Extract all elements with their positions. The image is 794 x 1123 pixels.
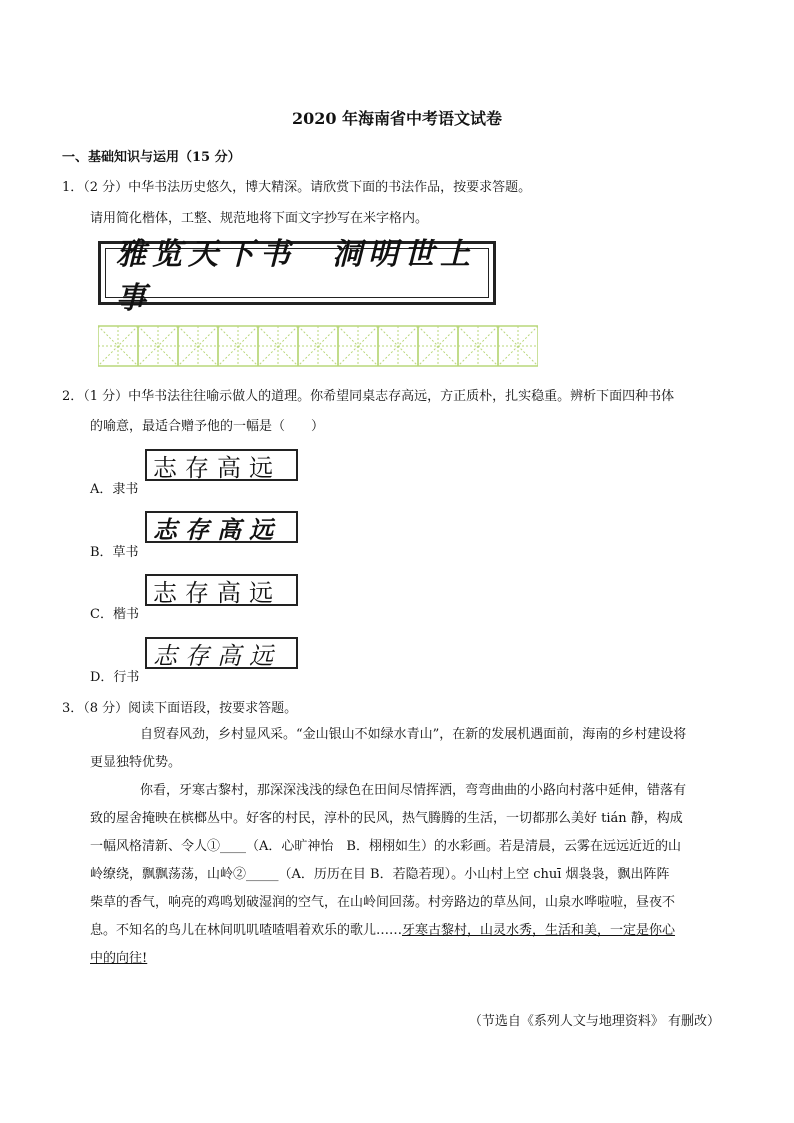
p2-line-d: 岭缭绕，飘飘荡荡，山岭②_____（A．历历在目 B．若隐若现）。小山村上空 chuī 烟袅袅，飘出阵阵 bbox=[90, 867, 670, 882]
p1-line-b: 更显独特优势。 bbox=[90, 755, 182, 770]
calligraphy-text: 雅览天下书 洞明世上事 bbox=[116, 237, 476, 316]
p2-line-f-underlined: 牙寒古黎村，山灵水秀，生活和美，一定是你心 bbox=[402, 923, 676, 938]
q3-line1: 3．（8 分）阅读下面语段，按要求答题。 bbox=[62, 701, 298, 716]
option-a-image bbox=[145, 449, 298, 481]
q2-line1: 2．（1 分）中华书法往往喻示做人的道理。你希望同桌志存高远，方正质朴，扎实稳重。辨析下面四种书体 bbox=[62, 389, 675, 404]
p2-line-f bbox=[90, 917, 730, 945]
option-b-image bbox=[145, 511, 298, 543]
p2-line-c: 一幅风格清新、令人①____（A．心旷神怡 B．栩栩如生）的水彩画。若是清晨，云雾在远远近近的山 bbox=[90, 839, 681, 854]
option-c-text: 志存高远 bbox=[153, 578, 281, 607]
p1-line-a: 自贸春风劲，乡村显风采。“金山银山不如绿水青山”，在新的发展机遇面前，海南的乡村建设将 bbox=[140, 727, 687, 742]
calligraphy-banner bbox=[98, 237, 496, 316]
option-d-label: D．行书 bbox=[90, 670, 140, 685]
option-c-image bbox=[145, 574, 298, 606]
p2-line-g bbox=[90, 945, 730, 973]
p2-line-f-plain: 息。不知名的鸟儿在林间叽叽喳喳唱着欢乐的歌儿…… bbox=[90, 923, 403, 938]
option-b-label: B．草书 bbox=[90, 545, 139, 560]
p2-line-e: 柴草的香气，响亮的鸡鸣划破湿润的空气，在山岭间回荡。村旁路边的草丛间，山泉水哗啦啦，昼夜不 bbox=[90, 895, 676, 910]
q2-line2: 的喻意，最适合赠予他的一幅是（ ） bbox=[90, 419, 325, 434]
mi-grid bbox=[98, 325, 538, 371]
q1-line2: 请用简化楷体，工整、规范地将下面文字抄写在米字格内。 bbox=[90, 211, 429, 226]
option-a-label: A．隶书 bbox=[90, 482, 139, 497]
p2-line-b: 致的屋舍掩映在槟榔丛中。好客的村民，淳朴的民风，热气腾腾的生活，一切都那么美好 tián 静，构成 bbox=[90, 811, 683, 826]
p2-line-g-underlined: 中的向往! bbox=[90, 951, 148, 966]
q3-passage bbox=[90, 721, 730, 973]
mi-grid-svg bbox=[98, 325, 538, 367]
page-title: 2020 年海南省中考语文试卷 bbox=[291, 109, 503, 128]
q1-line1: 1．（2 分）中华书法历史悠久，博大精深。请欣赏下面的书法作品，按要求答题。 bbox=[62, 180, 532, 195]
option-d-text: 志存高远 bbox=[153, 641, 281, 670]
option-d-image bbox=[145, 637, 298, 669]
option-c-label: C．楷书 bbox=[90, 607, 139, 622]
p2-line-a: 你看，牙寒古黎村，那深深浅浅的绿色在田间尽情挥洒，弯弯曲曲的小路向村落中延伸，错落有 bbox=[140, 783, 687, 798]
section-heading-1: 一、基础知识与运用（15 分） bbox=[62, 150, 241, 165]
option-a-text: 志存高远 bbox=[153, 453, 281, 482]
option-b-text: 志存高远 bbox=[153, 515, 281, 544]
source-note: （节选自《系列人文与地理资料》 有删改） bbox=[468, 1014, 720, 1029]
